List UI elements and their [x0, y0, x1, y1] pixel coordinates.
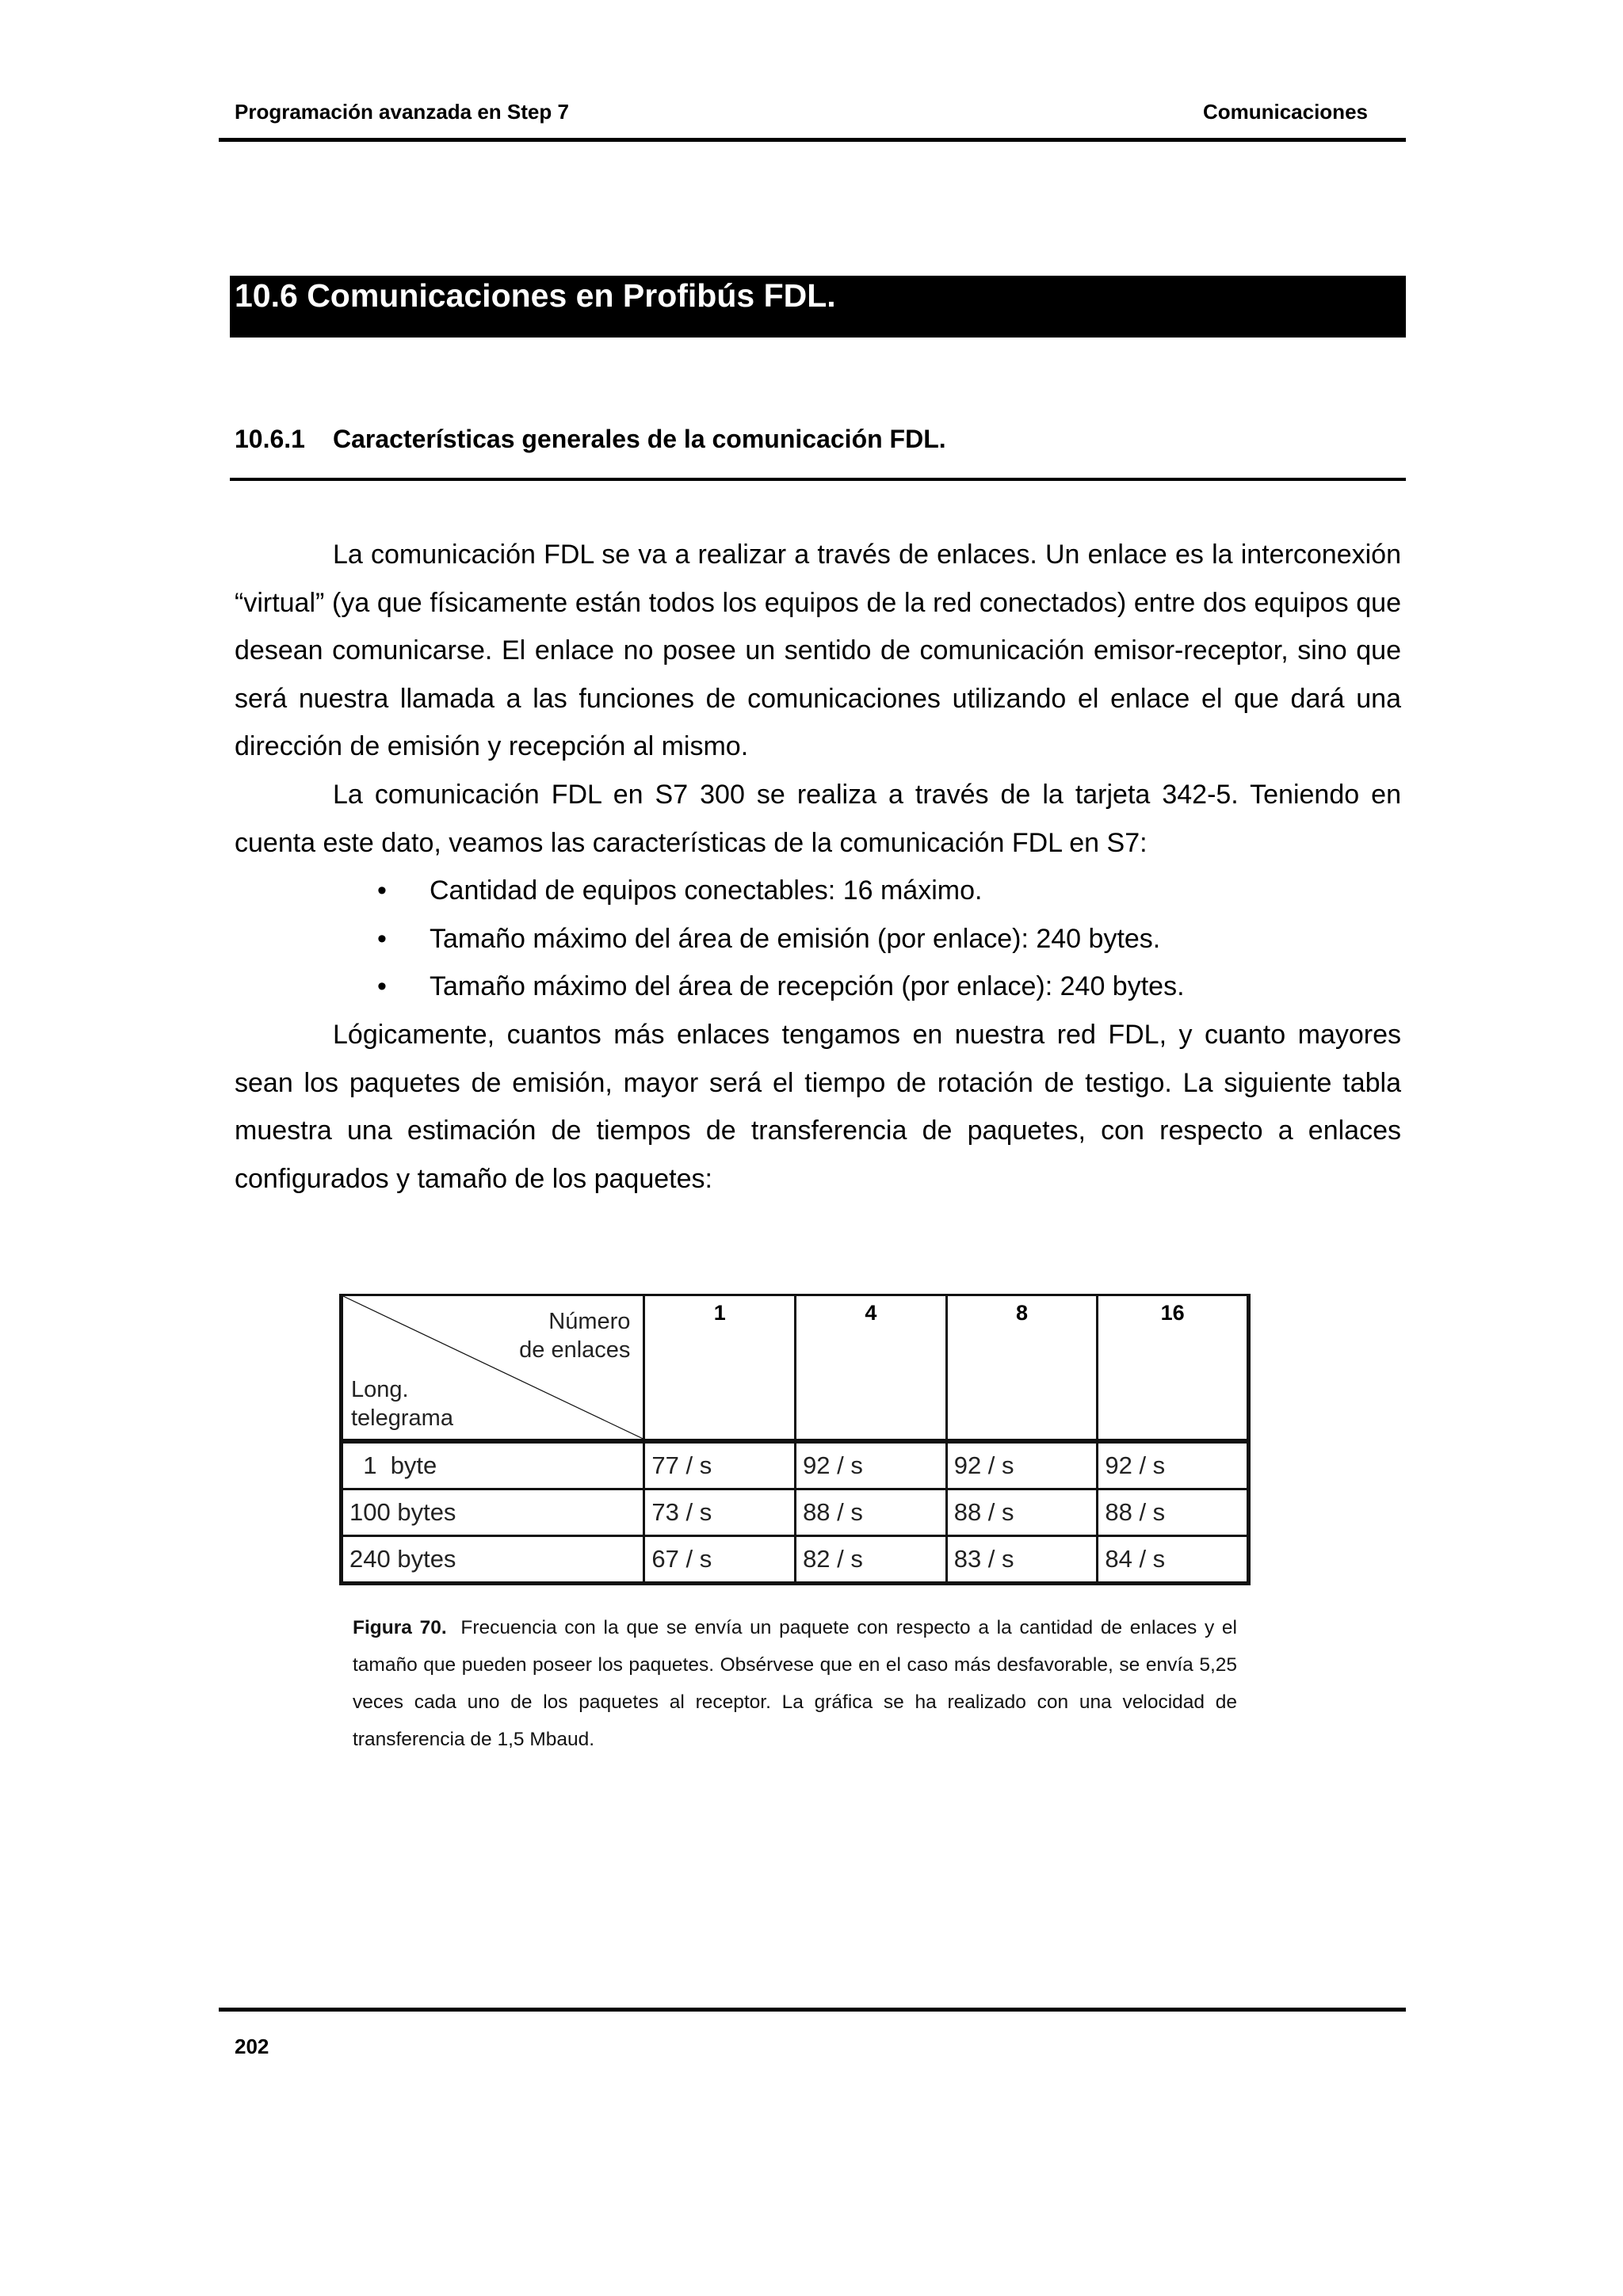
- table-cell: 84 / s: [1098, 1536, 1249, 1584]
- table-row: [342, 1441, 1249, 1489]
- table-corner-cell: [342, 1295, 644, 1442]
- table-cell: 83 / s: [946, 1536, 1098, 1584]
- list-item-text: Tamaño máximo del área de recepción (por enlace): 240 bytes.: [430, 971, 1185, 1002]
- bullet-icon: •: [377, 875, 387, 906]
- corner-row-label-line: Long.: [351, 1377, 409, 1402]
- table-cell: 92 / s: [1098, 1441, 1249, 1489]
- corner-column-label-line: de enlaces: [519, 1337, 631, 1363]
- list-item: [235, 963, 1401, 1011]
- row-label: 240 bytes: [342, 1536, 644, 1584]
- table-cell: 67 / s: [644, 1536, 796, 1584]
- table: [339, 1294, 1251, 1585]
- column-header: 4: [796, 1295, 947, 1442]
- list-item: [235, 915, 1401, 963]
- header-rule: [219, 138, 1406, 142]
- paragraph-1: La comunicación FDL se va a realizar a través de enlaces. Un enlace es la interconexión “virtual” (ya que físicamente están todos los equipos de la red conectados) entre dos equipos que desean comunicarse. El enlace no posee un sentido de comunicación emisor-receptor, sino que será nuestra llamada a las funciones de comunicaciones utilizando el enlace el que dará una dirección de emisión y recepción al mismo.: [235, 540, 1401, 762]
- section-title-bar: [230, 276, 1406, 338]
- table-row: [342, 1489, 1249, 1536]
- corner-column-label: [519, 1307, 630, 1364]
- header-book-title: Programación avanzada en Step 7: [235, 100, 569, 124]
- table-row: [342, 1536, 1249, 1584]
- row-label: 100 bytes: [342, 1489, 644, 1536]
- column-header: 8: [946, 1295, 1098, 1442]
- caption-label: Figura 70.: [353, 1617, 447, 1638]
- table-cell: 82 / s: [796, 1536, 947, 1584]
- list-item-text: Tamaño máximo del área de emisión (por enlace): 240 bytes.: [430, 923, 1161, 954]
- table-cell: 77 / s: [644, 1441, 796, 1489]
- table-cell: 73 / s: [644, 1489, 796, 1536]
- fdl-frequency-table: [339, 1294, 1251, 1577]
- table-cell: 88 / s: [796, 1489, 947, 1536]
- table-cell: 88 / s: [946, 1489, 1098, 1536]
- table-cell: 92 / s: [946, 1441, 1098, 1489]
- feature-list: [235, 867, 1401, 1011]
- footer-rule: [219, 2008, 1406, 2012]
- corner-row-label-line: telegrama: [351, 1405, 453, 1431]
- table-cell: 92 / s: [796, 1441, 947, 1489]
- paragraph-2: La comunicación FDL en S7 300 se realiza a través de la tarjeta 342-5. Teniendo en cuenta este dato, veamos las características de la comunicación FDL en S7:: [235, 779, 1401, 858]
- subsection-number: 10.6.1: [235, 425, 305, 453]
- list-item: [235, 867, 1401, 915]
- bullet-icon: •: [377, 923, 387, 954]
- page-number: 202: [235, 2035, 269, 2058]
- running-header: [235, 100, 1368, 124]
- corner-row-label: [351, 1375, 453, 1432]
- subsection-rule: [230, 478, 1406, 481]
- bullet-icon: •: [377, 971, 387, 1002]
- table-cell: 88 / s: [1098, 1489, 1249, 1536]
- corner-column-label-line: Número: [548, 1309, 631, 1334]
- subsection-heading: [235, 425, 946, 454]
- subsection-title: Características generales de la comunicación FDL.: [333, 425, 946, 453]
- list-item-text: Cantidad de equipos conectables: 16 máximo.: [430, 875, 983, 906]
- column-header: 1: [644, 1295, 796, 1442]
- section-title: 10.6 Comunicaciones en Profibús FDL.: [235, 277, 836, 314]
- row-label: 1 byte: [342, 1441, 644, 1489]
- header-chapter-title: Comunicaciones: [1202, 100, 1368, 124]
- caption-text: Frecuencia con la que se envía un paquete con respecto a la cantidad de enlaces y el tamaño que pueden poseer los paquetes. Obsérvese que en el caso más desfavorable, se envía 5,25 veces cada uno de los paquetes al receptor. La gráfica se ha realizado con una velocidad de transferencia de 1,5 Mbaud.: [353, 1617, 1238, 1750]
- paragraph-3: Lógicamente, cuantos más enlaces tengamos en nuestra red FDL, y cuanto mayores sean los paquetes de emisión, mayor será el tiempo de rotación de testigo. La siguiente tabla muestra una estimación de tiempos de transferencia de paquetes, con respecto a enlaces configurados y tamaño de los paquetes:: [235, 1019, 1401, 1194]
- figure-caption: [353, 1609, 1237, 1758]
- column-header: 16: [1098, 1295, 1249, 1442]
- table-header-row: [342, 1295, 1249, 1442]
- body-text: [235, 531, 1401, 1203]
